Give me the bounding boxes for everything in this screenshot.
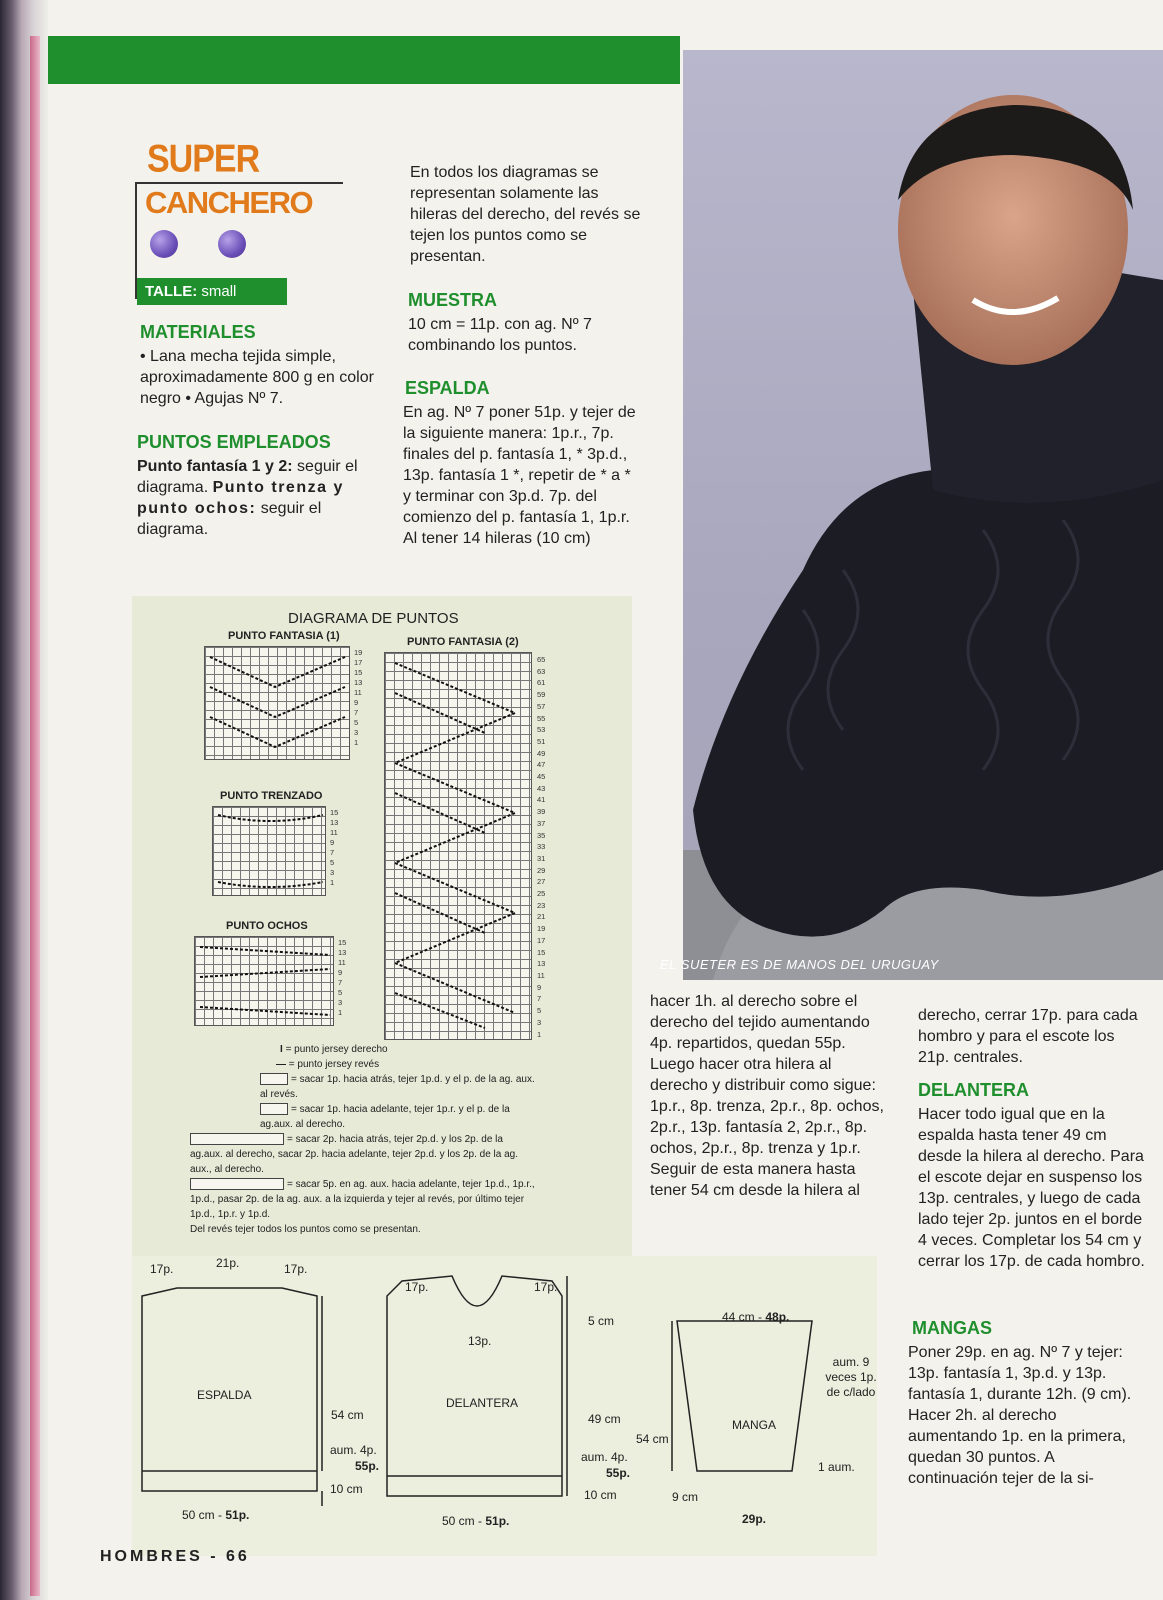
pf2-row-num: 29 — [537, 865, 546, 875]
delantera-stitches: 55p. — [606, 1466, 631, 1480]
size-label: TALLE: — [145, 283, 198, 300]
po-row-num: 11 — [338, 958, 346, 967]
pf2-row-num: 15 — [537, 947, 546, 957]
pt-row-num: 11 — [330, 828, 338, 837]
pf2-row-num: 39 — [537, 807, 546, 817]
legend-item — [190, 1177, 535, 1222]
puntos-heading: PUNTOS EMPLEADOS — [137, 432, 331, 452]
pf2-row-num: 25 — [537, 889, 546, 899]
title-line1: SUPER — [147, 137, 260, 181]
po-row-numbers — [338, 938, 346, 1018]
intro-text: En todos los diagramas se representan solamente las hileras del derecho, del revés se tejen los puntos como se presentan. — [410, 164, 641, 265]
po-row-num: 1 — [338, 1008, 343, 1017]
manga-increase: 1 aum. — [818, 1460, 855, 1474]
pf2-row-num: 55 — [537, 713, 546, 723]
espalda-increase: aum. 4p. — [330, 1443, 377, 1457]
legend-item — [190, 1042, 535, 1057]
pf1-row-num: 1 — [354, 738, 359, 747]
espalda-heading: ESPALDA — [405, 378, 490, 398]
delantera-top-right: 17p. — [534, 1280, 558, 1294]
pf2-row-num: 59 — [537, 690, 546, 700]
pf1-row-num: 19 — [354, 648, 363, 657]
yarn-ball-icon — [218, 230, 246, 258]
cable-5-symbol — [190, 1178, 284, 1190]
pf1-row-num: 13 — [354, 678, 363, 687]
delantera-width-cm: 50 cm - — [442, 1514, 486, 1528]
page-footer: HOMBRES - 66 — [100, 1548, 250, 1565]
delantera-label: DELANTERA — [446, 1396, 519, 1410]
pf1-row-num: 11 — [354, 688, 362, 697]
pf2-row-num: 1 — [537, 1029, 542, 1039]
size-badge — [137, 278, 287, 305]
espalda-top-left: 17p. — [150, 1262, 174, 1276]
diagram-legend — [190, 1042, 535, 1237]
materiales-text: • Lana mecha tejida simple, aproximadamente 800 g en color negro • Agujas Nº 7. — [140, 348, 374, 407]
pt-row-num: 7 — [330, 848, 335, 857]
delantera-neck-depth: 5 cm — [588, 1314, 615, 1328]
pf1-chart — [204, 646, 350, 760]
delantera-heading: DELANTERA — [918, 1080, 1029, 1100]
muestra-heading: MUESTRA — [408, 290, 497, 310]
cable-2x2-symbol — [190, 1133, 284, 1145]
legend-symbol: I — [280, 1044, 283, 1055]
pf2-row-num: 49 — [537, 748, 546, 758]
yarn-ball-icon — [150, 230, 178, 258]
puntos-p2-text: seguir el diagrama. — [137, 500, 322, 538]
po-row-num: 9 — [338, 968, 343, 977]
po-title: PUNTO OCHOS — [226, 920, 308, 932]
pf2-row-num: 5 — [537, 1006, 542, 1016]
pf2-row-num: 17 — [537, 935, 546, 945]
page-spine — [0, 0, 48, 1600]
manga-height: 54 cm — [636, 1432, 669, 1446]
pf1-row-num: 9 — [354, 698, 359, 707]
espalda-text: En ag. Nº 7 poner 51p. y tejer de la siguiente manera: 1p.r., 7p. finales del p. fantasía 1, * 3p.d., 13p. fantasía 1 *, repetir de * a * y terminar con 3p.d. 7p. del comienzo del p. fantasía 1, 1p.r. Al tener 14 hileras (10 cm) — [403, 404, 636, 547]
pt-row-num: 5 — [330, 858, 335, 867]
pt-row-num: 13 — [330, 818, 339, 827]
pf1-row-num: 3 — [354, 728, 359, 737]
po-chart — [194, 936, 334, 1026]
manga-increase-note: aum. 9 veces 1p. de c/lado — [825, 1355, 877, 1399]
pf2-row-num: 35 — [537, 830, 546, 840]
title-line2: CANCHERO — [145, 185, 313, 220]
mangas-text: Poner 29p. en ag. Nº 7 y tejer: 13p. fantasía 1, 3p.d. y 13p. fantasía 1, durante 12h. (9 cm). Hacer 2h. al derecho aumentando 1p. en la primera, quedan 30 puntos. A continuación tejer de la si- — [908, 1344, 1132, 1487]
pf2-row-num: 33 — [537, 842, 546, 852]
espalda-rib-height: 10 cm — [330, 1482, 363, 1496]
legend-note: Del revés tejer todos los puntos como se presentan. — [190, 1224, 421, 1235]
delantera-width — [442, 1514, 509, 1528]
pf2-title: PUNTO FANTASIA (2) — [407, 636, 519, 648]
legend-text: = punto jersey revés — [288, 1059, 380, 1070]
pf1-row-num: 17 — [354, 658, 363, 667]
pf2-row-num: 9 — [537, 982, 542, 992]
pt-row-num: 9 — [330, 838, 335, 847]
materiales-heading: MATERIALES — [140, 322, 256, 342]
header-green-bar — [48, 36, 680, 84]
pf2-row-num: 61 — [537, 678, 546, 688]
legend-text: = sacar 1p. hacia adelante, tejer 1p.r. y el p. de la ag.aux. al derecho. — [260, 1104, 510, 1130]
legend-item — [190, 1072, 535, 1102]
espalda-end-text: derecho, cerrar 17p. para cada hombro y para el escote los 21p. centrales. — [918, 1007, 1138, 1066]
pf2-row-num: 63 — [537, 666, 546, 676]
pf2-row-numbers — [537, 654, 545, 1040]
po-row-num: 13 — [338, 948, 347, 957]
pt-row-num: 1 — [330, 878, 335, 887]
pf2-row-num: 43 — [537, 783, 546, 793]
pf2-row-num: 19 — [537, 924, 546, 934]
legend-text: = sacar 5p. en ag. aux. hacia adelante, tejer 1p.d., 1p.r., 1p.d., pasar 2p. de la ag. aux. a la izquierda y tejer al revés, por último tejer 1p.d., 1p.r. y 1p.d. — [190, 1179, 535, 1220]
pf2-row-num: 41 — [537, 795, 546, 805]
pt-title: PUNTO TRENZADO — [220, 790, 323, 802]
pf1-row-num: 15 — [354, 668, 363, 677]
pf2-row-num: 65 — [537, 655, 546, 664]
espalda-width — [182, 1508, 249, 1522]
puntos-p1-text: seguir el diagrama. — [137, 458, 358, 496]
pt-chart — [212, 806, 326, 896]
legend-symbol: — — [276, 1059, 286, 1070]
delantera-height: 49 cm — [588, 1412, 621, 1426]
pf1-title: PUNTO FANTASIA (1) — [228, 630, 340, 642]
delantera-text: Hacer todo igual que en la espalda hasta tener 49 cm desde la hilera al derecho. Para el escote dejar en suspenso los 13p. centrales, y luego de cada lado tejer 2p. juntos en el borde 4 veces. Completar los 54 cm y cerrar los 17p. de cada hombro. — [918, 1106, 1145, 1270]
delantera-increase: aum. 4p. — [581, 1450, 628, 1464]
legend-text: = sacar 1p. hacia atrás, tejer 1p.d. y el p. de la ag. aux. al revés. — [260, 1074, 535, 1100]
model-photo — [683, 50, 1163, 980]
manga-label: MANGA — [732, 1418, 777, 1432]
manga-top-width — [722, 1310, 789, 1324]
pf2-row-num: 23 — [537, 900, 546, 910]
po-row-num: 15 — [338, 938, 347, 947]
pt-row-numbers — [330, 808, 338, 888]
delantera-width-stitches: 51p. — [485, 1514, 510, 1528]
spine-edge — [30, 36, 40, 1596]
legend-text: = sacar 2p. hacia atrás, tejer 2p.d. y los 2p. de la ag.aux. al derecho, sacar 2p. hacia adelante, tejer 2p.d. y los 2p. de la ag. aux., al derecho. — [190, 1134, 518, 1175]
cable-back-symbol — [260, 1073, 288, 1085]
pf2-row-num: 37 — [537, 818, 546, 828]
legend-item — [190, 1132, 535, 1177]
puntos-p2-label: Punto trenza y punto ochos: — [137, 479, 344, 517]
po-row-num: 5 — [338, 988, 343, 997]
espalda-width-stitches: 51p. — [225, 1508, 250, 1522]
pt-row-num: 3 — [330, 868, 335, 877]
pf1-row-numbers — [354, 648, 362, 748]
manga-top-stitches: 48p. — [765, 1310, 790, 1324]
pf2-row-num: 45 — [537, 772, 546, 782]
pt-row-num: 15 — [330, 808, 339, 817]
cable-front-symbol — [260, 1103, 288, 1115]
pf2-row-num: 27 — [537, 877, 546, 887]
po-row-num: 3 — [338, 998, 343, 1007]
pf1-row-num: 5 — [354, 718, 359, 727]
size-value: small — [201, 283, 237, 300]
muestra-text: 10 cm = 11p. con ag. Nº 7 combinando los puntos. — [408, 316, 592, 354]
delantera-neck: 13p. — [468, 1334, 492, 1348]
pf2-row-num: 3 — [537, 1017, 542, 1027]
po-row-num: 7 — [338, 978, 343, 987]
espalda-width-cm: 50 cm - — [182, 1508, 226, 1522]
pf1-row-num: 7 — [354, 708, 359, 717]
delantera-rib-height: 10 cm — [584, 1488, 617, 1502]
pf2-row-num: 51 — [537, 736, 546, 746]
espalda-top-right: 17p. — [284, 1262, 308, 1276]
diagram-title: DIAGRAMA DE PUNTOS — [288, 610, 459, 627]
pf2-row-num: 47 — [537, 760, 546, 770]
mangas-heading: MANGAS — [912, 1318, 992, 1338]
manga-cuff-height: 9 cm — [672, 1490, 699, 1504]
espalda-height: 54 cm — [331, 1408, 364, 1422]
manga-bottom-stitches: 29p. — [742, 1512, 767, 1526]
espalda-stitches: 55p. — [355, 1459, 380, 1473]
legend-text: = punto jersey derecho — [285, 1044, 388, 1055]
legend-item — [190, 1102, 535, 1132]
pf2-row-num: 21 — [537, 912, 546, 922]
espalda-top-mid: 21p. — [216, 1256, 240, 1270]
pf2-row-num: 13 — [537, 959, 546, 969]
delantera-top-left: 17p. — [405, 1280, 429, 1294]
pf2-row-num: 57 — [537, 701, 546, 711]
espalda-label: ESPALDA — [197, 1388, 252, 1402]
pf2-row-num: 31 — [537, 853, 546, 863]
pf2-row-num: 7 — [537, 994, 542, 1004]
pf2-chart — [384, 652, 532, 1040]
pf2-row-num: 11 — [537, 970, 545, 980]
espalda-continued-text: hacer 1h. al derecho sobre el derecho del tejido aumentando 4p. repartidos, quedan 55p. Luego hacer otra hilera al derecho y distribuir como sigue: 1p.r., 8p. trenza, 2p.r., 8p. ochos, 2p.r., 13p. fantasía 2, 2p.r., 8p. ochos, 2p.r., 8p. trenza y 1p.r. Seguir de esta manera hasta tener 54 cm desde la hilera al — [650, 993, 884, 1199]
legend-item — [190, 1057, 535, 1072]
photo-caption: EL SUETER ES DE MANOS DEL URUGUAY — [660, 957, 939, 972]
manga-top-cm: 44 cm - — [722, 1310, 766, 1324]
puntos-p1-label: Punto fantasía 1 y 2: — [137, 458, 293, 475]
pf2-row-num: 53 — [537, 725, 546, 735]
